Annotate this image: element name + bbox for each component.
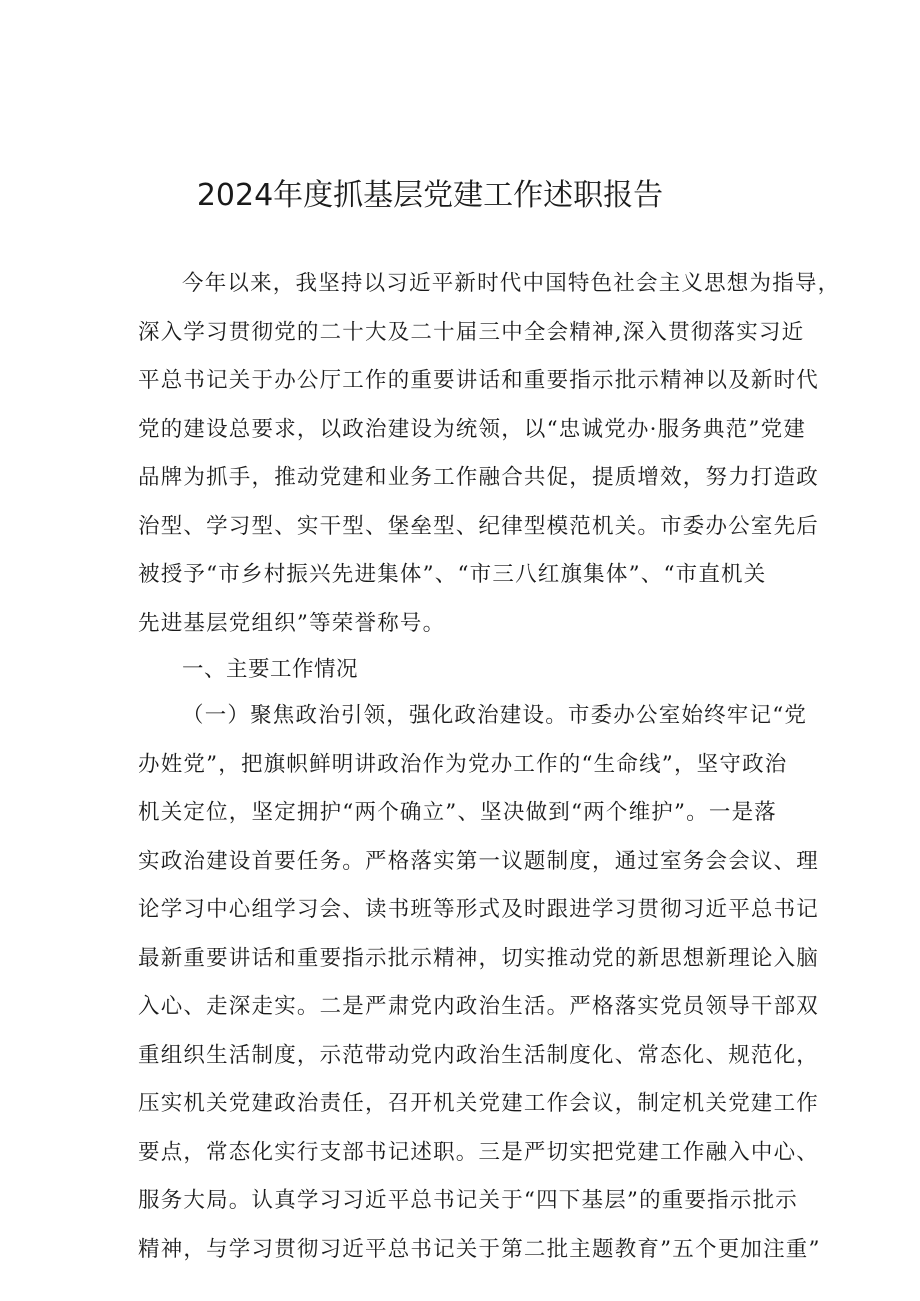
paragraph-line: 入心、走深走实。二是严肃党内政治生活。严格落实党员领导干部双 <box>138 994 820 1019</box>
paragraph-line: 深入学习贯彻党的二十大及二十届三中全会精神,深入贯彻落实习近 <box>138 319 805 345</box>
paragraph-line: 治型、学习型、实干型、堡垒型、纪律型模范机关。市委办公室先后 <box>138 513 820 539</box>
paragraph-line: 机关定位，坚定拥护“两个确立”、坚决做到“两个维护”。一是落 <box>138 800 777 825</box>
paragraph-line: 服务大局。认真学习习近平总书记关于“四下基层”的重要指示批示 <box>138 1188 798 1213</box>
paragraph-line: 党的建设总要求，以政治建设为统领，以“忠诚党办·服务典范”党建 <box>138 416 807 442</box>
paragraph-line: 品牌为抓手，推动党建和业务工作融合共促，提质增效，努力打造政 <box>138 465 820 490</box>
paragraph-line: 平总书记关于办公厅工作的重要讲话和重要指示批示精神以及新时代 <box>138 368 820 393</box>
document-title: 2024年度抓基层党建工作述职报告 <box>196 178 664 213</box>
paragraph-line: 要点，常态化实行支部书记述职。三是严切实把党建工作融入中心、 <box>138 1139 820 1165</box>
paragraph-line: 重组织生活制度，示范带动党内政治生活制度化、常态化、规范化， <box>138 1042 820 1068</box>
paragraph-line: 先进基层党组织”等荣誉称号。 <box>138 610 446 636</box>
section-heading: 一、主要工作情况 <box>182 657 359 682</box>
paragraph-line: 实政治建设首要任务。严格落实第一议题制度，通过室务会会议、理 <box>138 848 820 874</box>
document-body <box>138 260 841 1274</box>
paragraph-line: （一）聚焦政治引领，强化政治建设。市委办公室始终牢记“党 <box>182 703 808 728</box>
paragraph-line: 压实机关党建政治责任，召开机关党建工作会议，制定机关党建工作 <box>138 1091 820 1116</box>
paragraph-line: 论学习中心组学习会、读书班等形式及时跟进学习贯彻习近平总书记 <box>138 897 820 922</box>
paragraph-line: 今年以来，我坚持以习近平新时代中国特色社会主义思想为指导， <box>182 271 841 296</box>
paragraph-line: 办姓党”，把旗帜鲜明讲政治作为党办工作的“生命线”，坚守政治 <box>138 751 788 777</box>
paragraph-line: 最新重要讲话和重要指示批示精神，切实推动党的新思想新理论入脑 <box>138 945 820 971</box>
paragraph-line: 精神，与学习贯彻习近平总书记关于第二批主题教育”五个更加注重” <box>138 1236 821 1262</box>
paragraph-line: 被授予“市乡村振兴先进集体”、“市三八红旗集体”、“市直机关 <box>138 562 767 587</box>
